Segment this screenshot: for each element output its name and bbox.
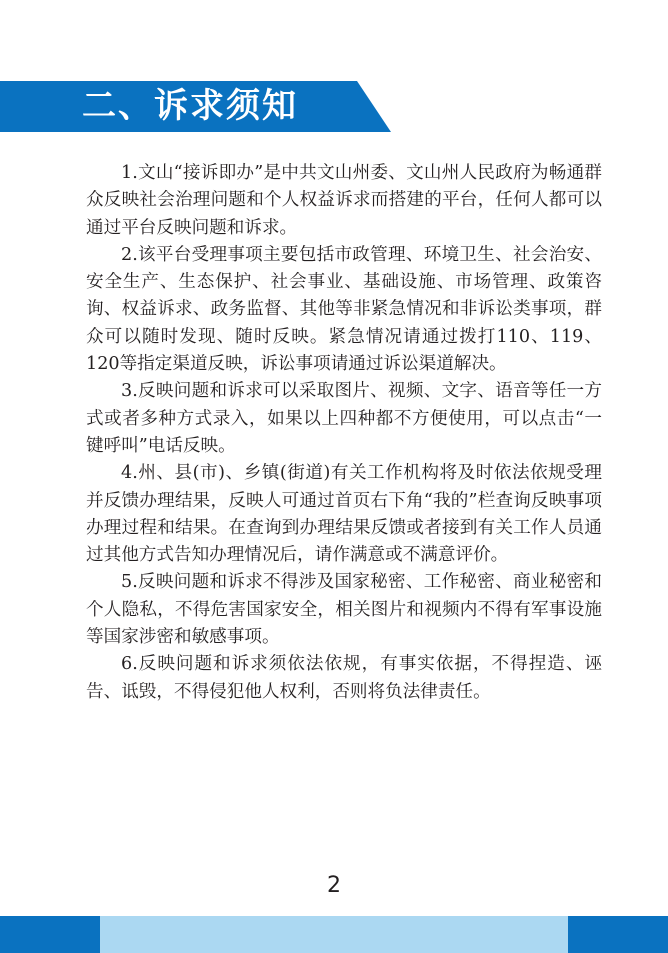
footer-left-block	[0, 916, 100, 953]
notice-paragraph-6: 6.反映问题和诉求须依法依规，有事实依据，不得捏造、诬告、诋毁，不得侵犯他人权利，否则将负法律责任。	[86, 654, 602, 702]
footer-band	[0, 916, 668, 953]
notice-paragraph-3: 3.反映问题和诉求可以采取图片、视频、文字、语音等任一方式或者多种方式录入，如果以上四种都不方便使用，可以点击“一键呼叫”电话反映。	[86, 381, 602, 456]
page-number: 2	[327, 873, 341, 898]
notice-body	[86, 160, 602, 706]
section-title: 二、诉求须知	[82, 86, 298, 126]
notice-paragraph-1: 1.文山“接诉即办”是中共文山州委、文山州人民政府为畅通群众反映社会治理问题和个人权益诉求而搭建的平台，任何人都可以通过平台反映问题和诉求。	[86, 163, 602, 238]
footer-right-block	[568, 916, 668, 953]
notice-paragraph-2: 2.该平台受理事项主要包括市政管理、环境卫生、社会治安、安全生产、生态保护、社会事业、基础设施、市场管理、政策咨询、权益诉求、政务监督、其他等非紧急情况和非诉讼类事项，群众可以随时发现、随时反映。紧急情况请通过拨打110、119、120等指定渠道反映，诉讼事项请通过诉讼渠道解决。	[86, 244, 602, 375]
footer-middle-block	[100, 916, 568, 953]
notice-paragraph-5: 5.反映问题和诉求不得涉及国家秘密、工作秘密、商业秘密和个人隐私，不得危害国家安全，相关图片和视频内不得有军事设施等国家涉密和敏感事项。	[86, 572, 602, 648]
notice-paragraph-4: 4.州、县(市)、乡镇(街道)有关工作机构将及时依法依规受理并反馈办理结果，反映人可通过首页右下角“我的”栏查询反映事项办理过程和结果。在查询到办理结果反馈或者接到有关工作人员通过其他方式告知办理情况后，请作满意或不满意评价。	[86, 463, 602, 566]
